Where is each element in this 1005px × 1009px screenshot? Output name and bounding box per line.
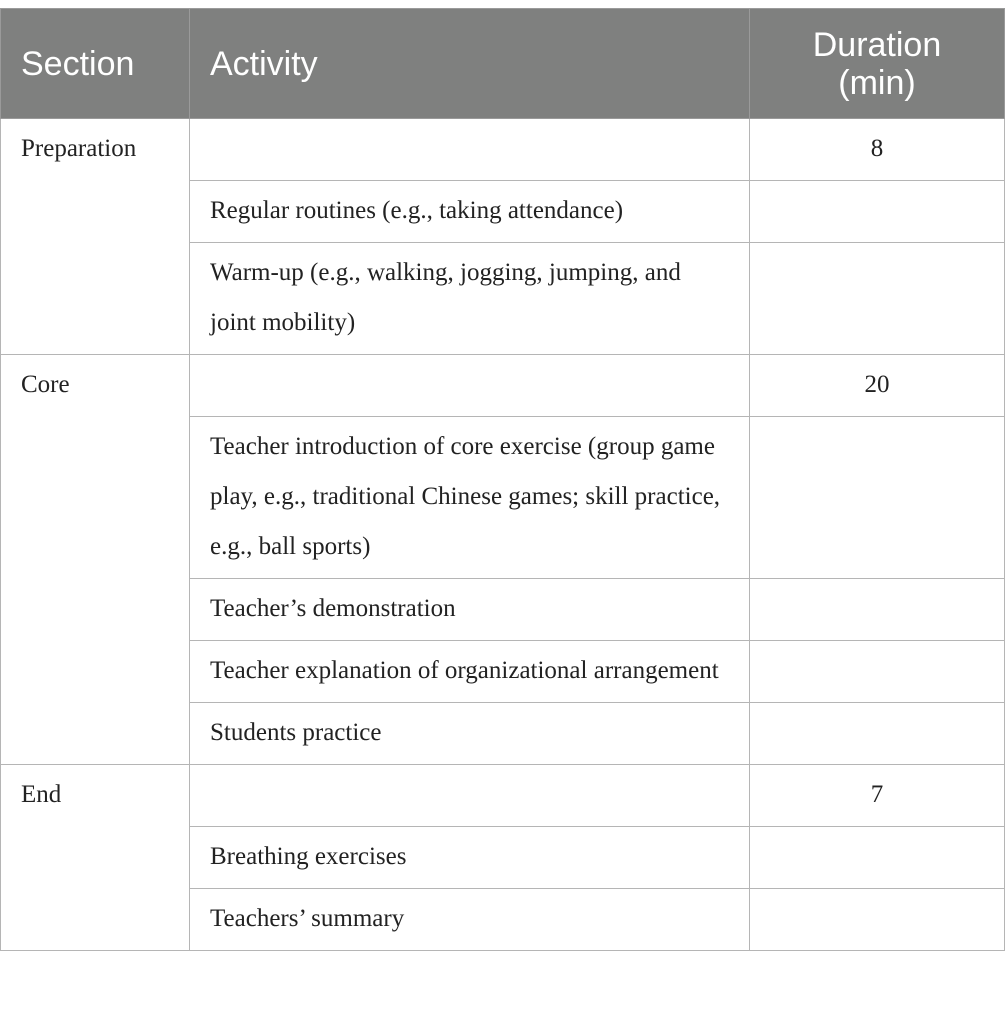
header-row [1,9,1005,119]
duration-cell [750,889,1005,951]
duration-cell [750,641,1005,703]
activity-cell: Teacher explanation of organizational arrangement [190,641,750,703]
duration-cell: 20 [750,355,1005,417]
duration-cell [750,243,1005,355]
section-cell [1,889,190,951]
activity-cell [190,765,750,827]
header-activity: Activity [190,9,750,119]
duration-cell: 7 [750,765,1005,827]
table-header [1,9,1005,119]
header-section: Section [1,9,190,119]
activity-cell: Breathing exercises [190,827,750,889]
table-row [1,827,1005,889]
activity-cell [190,119,750,181]
lesson-structure-table [0,8,1005,951]
duration-cell [750,827,1005,889]
duration-cell [750,703,1005,765]
table-row [1,417,1005,579]
table-body [1,119,1005,951]
table-row [1,703,1005,765]
header-duration: Duration (min) [750,9,1005,119]
duration-cell [750,181,1005,243]
section-cell [1,579,190,641]
table-row [1,889,1005,951]
section-cell [1,827,190,889]
activity-cell: Regular routines (e.g., taking attendance) [190,181,750,243]
table-row [1,641,1005,703]
section-cell: Preparation [1,119,190,181]
section-cell [1,181,190,243]
section-cell [1,641,190,703]
duration-cell: 8 [750,119,1005,181]
section-cell [1,417,190,579]
section-cell: Core [1,355,190,417]
section-cell: End [1,765,190,827]
section-cell [1,703,190,765]
activity-cell: Teacher’s demonstration [190,579,750,641]
duration-cell [750,579,1005,641]
section-cell [1,243,190,355]
activity-cell: Students practice [190,703,750,765]
table-row [1,765,1005,827]
duration-cell [750,417,1005,579]
table-row [1,243,1005,355]
activity-cell: Teachers’ summary [190,889,750,951]
table-row [1,119,1005,181]
activity-cell: Warm-up (e.g., walking, jogging, jumping, and joint mobility) [190,243,750,355]
table-row [1,579,1005,641]
activity-cell: Teacher introduction of core exercise (group game play, e.g., traditional Chinese games; skill practice, e.g., ball sports) [190,417,750,579]
table-row [1,181,1005,243]
table-row [1,355,1005,417]
activity-cell [190,355,750,417]
